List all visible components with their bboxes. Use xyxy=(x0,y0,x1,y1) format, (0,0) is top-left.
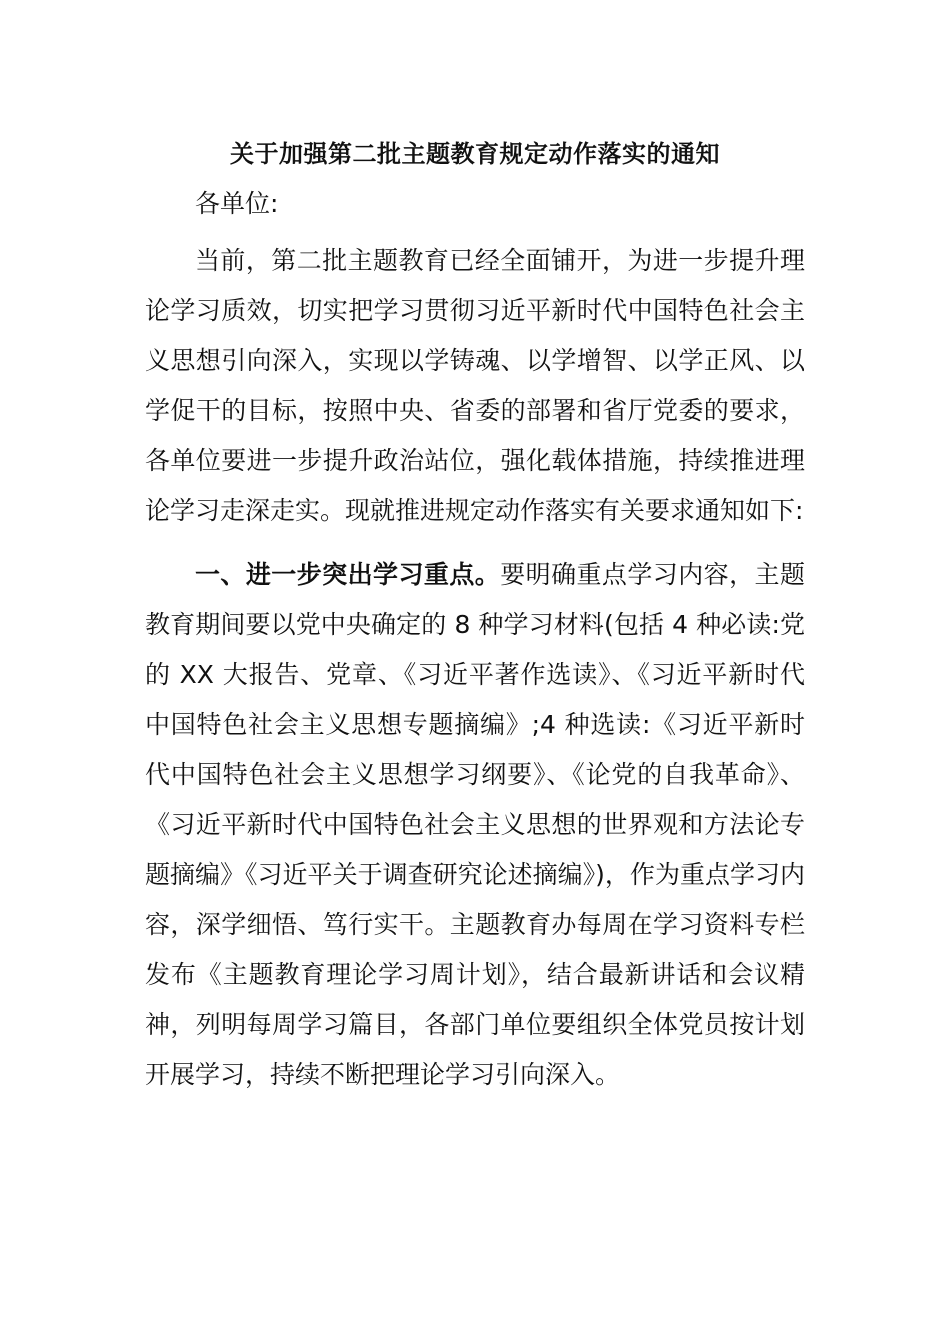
section-1-heading: 一、进一步突出学习重点。 xyxy=(195,560,501,589)
salutation: 各单位: xyxy=(195,189,279,218)
document-title: 关于加强第二批主题教育规定动作落实的通知 xyxy=(230,140,720,168)
intro-paragraph: 当前，第二批主题教育已经全面铺开，为进一步提升理论学习质效，切实把学习贯彻习近平新时代中国特色社会主义思想引向深入，实现以学铸魂、以学增智、以学正风、以学促干的目标，按照中央、省委的部署和省厅党委的要求，各单位要进一步提升政治站位，强化载体措施，持续推进理论学习走深走实。现就推进规定动作落实有关要求通知如下: xyxy=(145,246,805,525)
document-body xyxy=(145,138,805,1100)
section-1-paragraph xyxy=(145,550,805,1100)
section-1-body: 要明确重点学习内容，主题教育期间要以党中央确定的 8 种学习材料(包括 4 种必读:党的 XX 大报告、党章、《习近平著作选读》、《习近平新时代中国特色社会主义思想专题摘编》;4 种选读:《习近平新时代中国特色社会主义思想学习纲要》、《论党的自我革命》、《习近平新时代中国特色社会主义思想的世界观和方法论专题摘编》《习近平关于调查研究论述摘编》)，作为重点学习内容，深学细悟、笃行实干。主题教育办每周在学习资料专栏发布《主题教育理论学习周计划》，结合最新讲话和会议精神，列明每周学习篇目，各部门单位要组织全体党员按计划开展学习，持续不断把理论学习引向深入。 xyxy=(145,560,805,1089)
